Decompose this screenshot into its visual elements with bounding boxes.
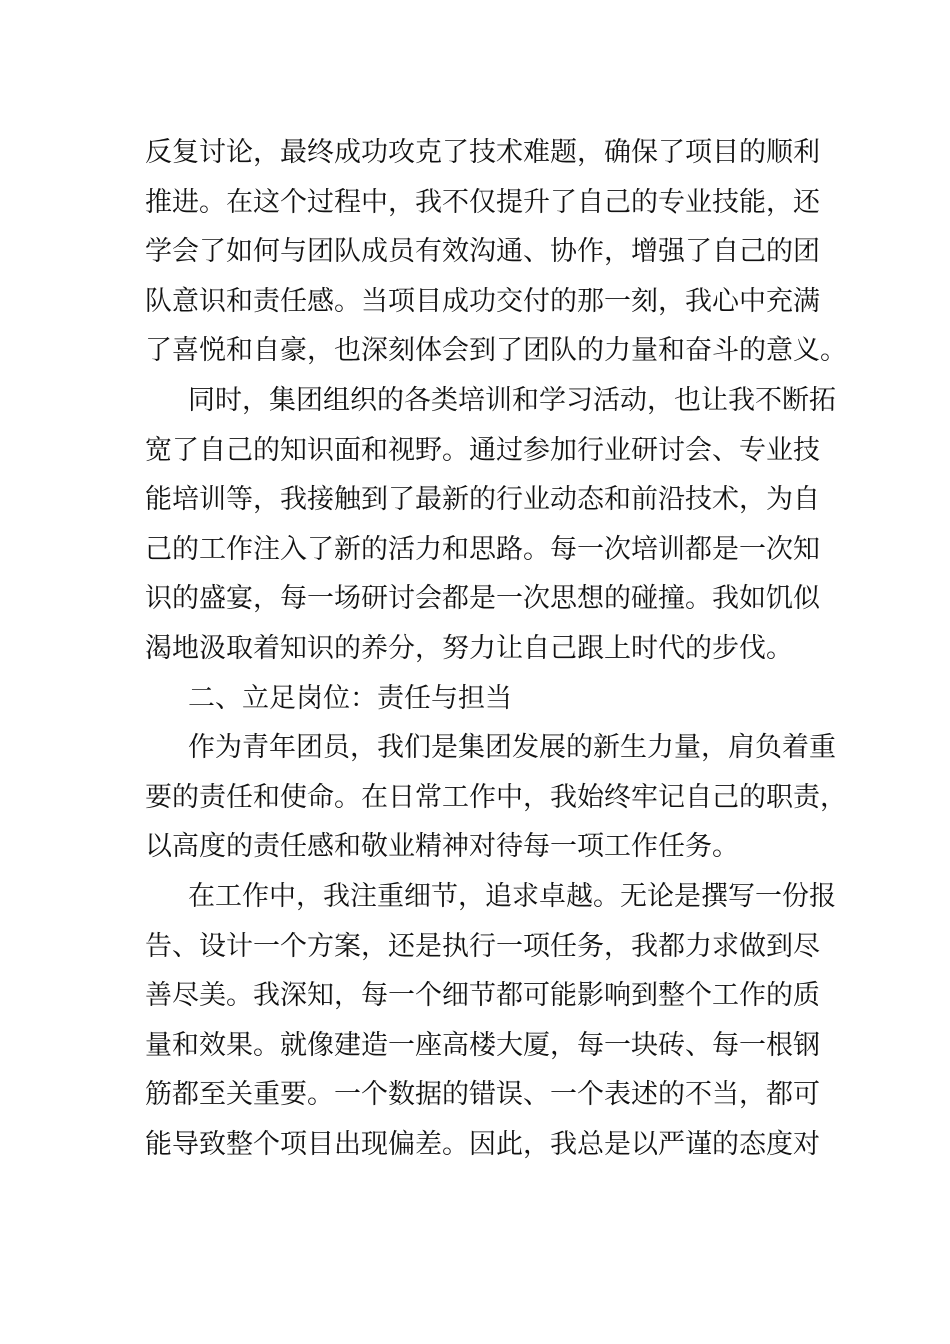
text-line: 要的责任和使命。在日常工作中，我始终牢记自己的职责， bbox=[145, 781, 847, 813]
text-line: 队意识和责任感。当项目成功交付的那一刻，我心中充满 bbox=[145, 285, 820, 317]
text-line: 渴地汲取着知识的养分，努力让自己跟上时代的步伐。 bbox=[145, 632, 793, 664]
paragraph-start-line: 作为青年团员，我们是集团发展的新生力量，肩负着重 bbox=[188, 732, 836, 764]
text-line: 告、设计一个方案，还是执行一项任务，我都力求做到尽 bbox=[145, 930, 820, 962]
paragraph-start-line: 同时，集团组织的各类培训和学习活动，也让我不断拓 bbox=[188, 384, 836, 416]
text-line: 筋都至关重要。一个数据的错误、一个表述的不当，都可 bbox=[145, 1079, 820, 1111]
text-line: 了喜悦和自豪，也深刻体会到了团队的力量和奋斗的意义。 bbox=[145, 335, 847, 367]
text-line: 宽了自己的知识面和视野。通过参加行业研讨会、专业技 bbox=[145, 434, 820, 466]
text-line: 善尽美。我深知，每一个细节都可能影响到整个工作的质 bbox=[145, 980, 820, 1012]
text-line: 能导致整个项目出现偏差。因此，我总是以严谨的态度对 bbox=[145, 1128, 820, 1160]
text-line: 能培训等，我接触到了最新的行业动态和前沿技术，为自 bbox=[145, 484, 820, 516]
text-line: 学会了如何与团队成员有效沟通、协作，增强了自己的团 bbox=[145, 236, 820, 268]
paragraph-start-line: 在工作中，我注重细节，追求卓越。无论是撰写一份报 bbox=[188, 880, 836, 912]
section-heading: 二、立足岗位：责任与担当 bbox=[188, 682, 512, 714]
body-text bbox=[145, 128, 847, 1169]
text-line: 反复讨论，最终成功攻克了技术难题，确保了项目的顺利 bbox=[145, 137, 820, 168]
text-line: 量和效果。就像建造一座高楼大厦，每一块砖、每一根钢 bbox=[145, 1029, 820, 1061]
text-line: 识的盛宴，每一场研讨会都是一次思想的碰撞。我如饥似 bbox=[145, 583, 820, 615]
text-line: 推进。在这个过程中，我不仅提升了自己的专业技能，还 bbox=[145, 186, 820, 218]
text-line: 以高度的责任感和敬业精神对待每一项工作任务。 bbox=[145, 831, 739, 863]
text-line: 己的工作注入了新的活力和思路。每一次培训都是一次知 bbox=[145, 533, 820, 565]
